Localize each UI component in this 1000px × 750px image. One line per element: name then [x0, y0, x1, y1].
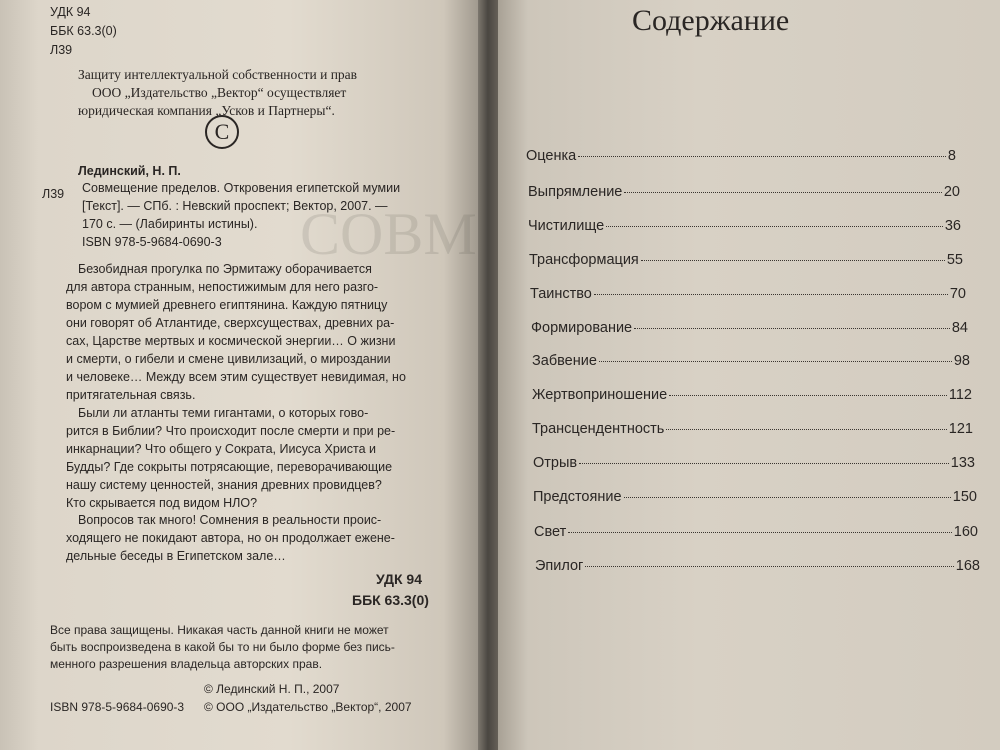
annotation-line: притягательная связь.	[66, 388, 196, 402]
toc-entry-page: 98	[953, 353, 970, 369]
copyright-line: © ООО „Издательство „Вектор“, 2007	[204, 700, 412, 714]
toc-entry-page: 112	[948, 387, 972, 403]
toc-entry	[534, 524, 978, 540]
toc-entry-label: Предстояние	[533, 489, 622, 505]
toc-entry-label: Выпрямление	[528, 184, 623, 200]
annotation-line: рится в Библии? Что происходит после смерти и при ре-	[66, 424, 396, 438]
toc-entry-page: 70	[949, 286, 966, 302]
toc-entry-page: 168	[955, 558, 980, 574]
toc-entry-page: 160	[953, 524, 978, 540]
toc-entry-label: Отрыв	[533, 455, 578, 471]
toc-entry-label: Таинство	[530, 286, 592, 302]
annotation-line: дельные беседы в Египетском зале…	[66, 549, 286, 563]
rights-notice-line: Защиту интеллектуальной собственности и прав	[78, 67, 358, 82]
annotation-line: Безобидная прогулка по Эрмитажу оборачивается	[78, 262, 372, 276]
toc-entry-label: Жертвоприношение	[532, 387, 668, 403]
annotation-line: Вопросов так много! Сомнения в реальности проис-	[78, 513, 382, 527]
toc-entry-page: 8	[947, 148, 956, 164]
toc-entry-label: Забвение	[532, 353, 597, 369]
udk-code-top: УДК 94	[50, 5, 91, 19]
toc-entry-label: Трансцендентность	[532, 421, 665, 437]
copyright-mark-icon: C	[205, 115, 239, 149]
catalog-line: [Текст]. — СПб. : Невский проспект; Вектор, 2007. —	[82, 199, 388, 213]
isbn-bottom: ISBN 978-5-9684-0690-3	[50, 700, 185, 714]
book-gutter	[478, 0, 500, 750]
annotation-line: инкарнации? Что общего у Сократа, Иисуса Христа и	[66, 442, 376, 456]
annotation-line: ходящего не покидают автора, но он продолжает еженe-	[66, 531, 395, 545]
toc-entry-page: 55	[946, 252, 963, 268]
toc-entry	[528, 218, 961, 234]
all-rights-line: Все права защищены. Никакая часть данной книги не может	[50, 623, 389, 637]
left-page: СОВМ УДК 94 ББК 63.3(0) Л39 Защиту интеллектуальной собственности и прав ООО „Издательство „Вектор“ осуществляет юридическая компания „Усков и Партнеры“. C Лединский, Н. П. Л39 Совмещение пределов. Откровения египетской мумии [Текст]. — СПб. : Невский проспект; Вектор, 2007. — 170 с. — (Лабиринты истины). ISBN 978-5-9684-0690-3 Безобидная прогулка по Эрмитажу оборачивается для автора странным, непостижимым для него разго- вором с мумией древнего египтянина. Каждую пятницу они говорят об Атлантиде, сверхсуществах, древних ра- сах, Царстве мертвых и космической энергии… О жизни и смерти, о гибели и смене цивилизаций, о мироздании и человеке… Между всем этим существует невидимая, но притягательная связь. Были ли атланты теми гигантами, о которых гово- рится в Библии? Что происходит после смерти и при ре- инкарнации? Что общего у Сократа, Иисуса Христа и Будды? Где сокрыты потрясающие, переворачивающие нашу систему ценностей, знания древних провидцев? Кто скрывается под видом НЛО? Вопросов так много! Сомнения в реальности проис- ходящего не покидают автора, но он продолжает еженe- дельные беседы в Египетском зале… УДК 94 ББК 63.3(0) Все права защищены. Никакая часть данной книги не может быть воспроизведена в какой бы то ни было форме без пись- менного разрешения владельца авторских прав. © Лединский Н. П., 2007 ISBN 978-5-9684-0690-3 © ООО „Издательство „Вектор“, 2007	[0, 0, 482, 750]
annotation-line: для автора странным, непостижимым для него разго-	[66, 280, 379, 294]
catalog-code-top: Л39	[50, 43, 73, 57]
annotation-line: Будды? Где сокрыты потрясающие, переворачивающие	[66, 460, 393, 474]
toc-entry	[532, 387, 972, 403]
all-rights-line: менного разрешения владельца авторских прав.	[50, 657, 323, 671]
toc-entry	[533, 455, 975, 471]
toc-entry-page: 150	[952, 489, 977, 505]
annotation-line: нашу систему ценностей, знания древних провидцев?	[66, 478, 382, 492]
toc-entry-label: Эпилог	[535, 558, 584, 574]
toc-entry-page: 121	[948, 421, 973, 437]
catalog-line: Совмещение пределов. Откровения египетской мумии	[82, 181, 401, 195]
toc-entry	[533, 489, 977, 505]
all-rights-line: быть воспроизведена в какой бы то ни было форме без пись-	[50, 640, 395, 654]
bbk-code: ББК 63.3(0)	[352, 592, 429, 608]
toc-entry-label: Свет	[534, 524, 567, 540]
annotation-line: и человеке… Между всем этим существует невидимая, но	[66, 370, 406, 384]
toc-entry	[535, 558, 980, 574]
toc-entry	[530, 286, 966, 302]
catalog-code: Л39	[42, 187, 65, 201]
toc-entry	[529, 252, 963, 268]
copyright-line: © Лединский Н. П., 2007	[204, 682, 340, 696]
toc-entry	[526, 148, 956, 164]
toc-entry-label: Формирование	[531, 320, 633, 336]
toc-entry-page: 20	[943, 184, 960, 200]
rights-notice-line: ООО „Издательство „Вектор“ осуществляет	[92, 85, 347, 100]
annotation-line: и смерти, о гибели и смене цивилизаций, о мироздании	[66, 352, 391, 366]
right-page	[498, 0, 1000, 750]
isbn-line: ISBN 978-5-9684-0690-3	[82, 235, 222, 249]
author-heading: Лединский, Н. П.	[78, 164, 181, 178]
toc-entry-label: Чистилище	[528, 218, 605, 234]
rights-notice-line: юридическая компания „Усков и Партнеры“.	[78, 103, 335, 118]
toc-entry-page: 36	[944, 218, 961, 234]
toc-entry	[532, 421, 973, 437]
toc-entry-page: 84	[951, 320, 968, 336]
toc-entry-label: Оценка	[526, 148, 577, 164]
catalog-line: 170 с. — (Лабиринты истины).	[82, 217, 258, 231]
annotation-line: вором с мумией древнего египтянина. Каждую пятницу	[66, 298, 388, 312]
bbk-code-top: ББК 63.3(0)	[50, 24, 117, 38]
toc-entry	[532, 353, 970, 369]
annotation-line: Были ли атланты теми гигантами, о которых гово-	[78, 406, 369, 420]
toc-entry-page: 133	[950, 455, 975, 471]
udk-code: УДК 94	[376, 571, 422, 587]
toc-entry	[528, 184, 960, 200]
annotation-line: они говорят об Атлантиде, сверхсуществах, древних ра-	[66, 316, 395, 330]
toc-entry	[531, 320, 968, 336]
annotation-line: Кто скрывается под видом НЛО?	[66, 496, 258, 510]
contents-title: Содержание	[632, 4, 790, 37]
annotation-line: сах, Царстве мертвых и космической энергии… О жизни	[66, 334, 396, 348]
toc-entry-label: Трансформация	[529, 252, 639, 268]
